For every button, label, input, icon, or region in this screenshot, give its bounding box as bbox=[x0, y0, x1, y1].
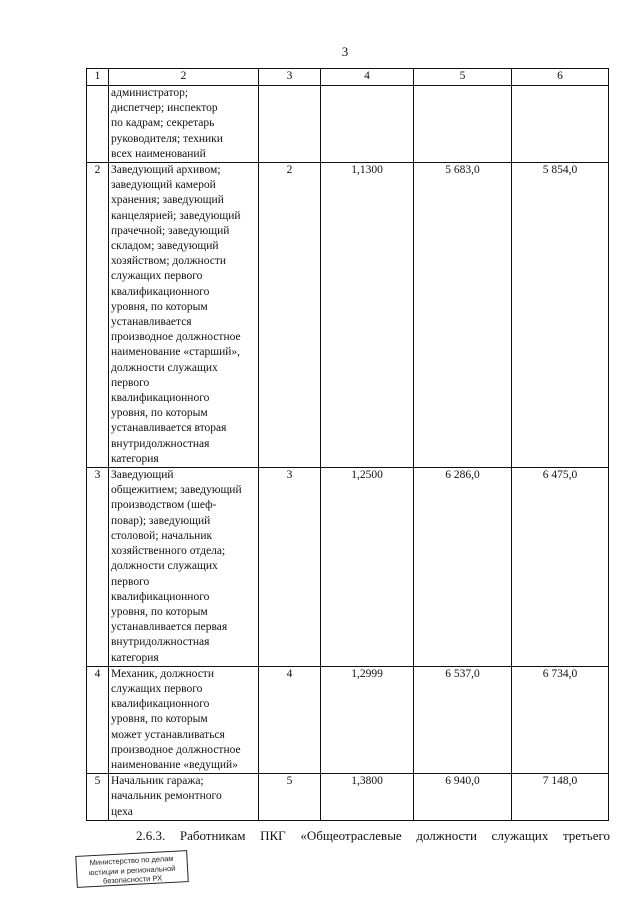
salary-cell: 5 683,0 bbox=[414, 163, 512, 468]
position-name-line: диспетчер; инспектор bbox=[111, 102, 218, 115]
header-cell: 3 bbox=[259, 69, 321, 86]
footer-word: служащих bbox=[491, 828, 549, 843]
position-name-line: производное должностное bbox=[111, 743, 241, 756]
footer-paragraph bbox=[136, 828, 610, 844]
table-row bbox=[87, 163, 609, 468]
position-name-line: устанавливается вторая bbox=[111, 422, 227, 435]
row-number-cell: 2 bbox=[87, 163, 109, 468]
salary-cell: 6 286,0 bbox=[414, 468, 512, 667]
table-row bbox=[87, 86, 609, 163]
position-name-cell bbox=[109, 86, 259, 163]
header-cell: 6 bbox=[512, 69, 609, 86]
qualification-level-cell: 2 bbox=[259, 163, 321, 468]
coefficient-cell: 1,2999 bbox=[321, 666, 414, 773]
qualification-level-cell: 4 bbox=[259, 666, 321, 773]
position-name-line: первого bbox=[111, 575, 150, 588]
row-number-cell: 5 bbox=[87, 774, 109, 821]
position-name-line: производством (шеф- bbox=[111, 499, 217, 512]
position-name-line: хранения; заведующий bbox=[111, 194, 224, 207]
salary-cell: 6 537,0 bbox=[414, 666, 512, 773]
position-name-line: по кадрам; секретарь bbox=[111, 117, 215, 130]
position-name-line: служащих первого bbox=[111, 270, 203, 283]
position-name-line: квалификационного bbox=[111, 698, 210, 711]
position-name-line: уровня, по которым bbox=[111, 605, 208, 618]
position-name-line: первого bbox=[111, 376, 150, 389]
row-number-cell: 4 bbox=[87, 666, 109, 773]
salary-indexed-cell: 6 475,0 bbox=[512, 468, 609, 667]
position-name-line: прачечной; заведующий bbox=[111, 224, 230, 237]
table-row bbox=[87, 666, 609, 773]
header-cell: 2 bbox=[109, 69, 259, 86]
header-cell: 1 bbox=[87, 69, 109, 86]
position-name-cell bbox=[109, 468, 259, 667]
position-name-line: повар); заведующий bbox=[111, 514, 211, 527]
footer-word: должности bbox=[416, 828, 477, 843]
position-name-line: заведующий камерой bbox=[111, 179, 216, 192]
page-number: 3 bbox=[341, 44, 349, 59]
salary-indexed-cell: 5 854,0 bbox=[512, 163, 609, 468]
position-name-cell bbox=[109, 163, 259, 468]
position-name-line: должности служащих bbox=[111, 361, 218, 374]
footer-word: «Общеотраслевые bbox=[300, 828, 402, 843]
position-name-line: категория bbox=[111, 651, 159, 664]
salary-indexed-cell: 7 148,0 bbox=[512, 774, 609, 821]
position-name-line: уровня, по которым bbox=[111, 300, 208, 313]
coefficient-cell: 1,2500 bbox=[321, 468, 414, 667]
stamp-line: безопасности РХ bbox=[102, 873, 163, 886]
position-name-line: уровня, по которым bbox=[111, 407, 208, 420]
position-name-cell bbox=[109, 774, 259, 821]
position-name-line: администратор; bbox=[111, 87, 189, 99]
footer-word: Работникам bbox=[179, 828, 246, 843]
salary-indexed-cell: 6 734,0 bbox=[512, 666, 609, 773]
header-cell: 5 bbox=[414, 69, 512, 86]
stamp-line: юстиции и региональной bbox=[88, 863, 176, 877]
position-name-line: Начальник гаража; bbox=[111, 775, 204, 788]
coefficient-cell bbox=[321, 86, 414, 163]
position-name-line: цеха bbox=[111, 805, 133, 818]
position-name-line: наименование «ведущий» bbox=[111, 758, 238, 771]
position-name-line: столовой; начальник bbox=[111, 529, 213, 542]
coefficient-cell: 1,1300 bbox=[321, 163, 414, 468]
position-name-line: внутридолжностная bbox=[111, 636, 210, 649]
position-name-line: устанавливается bbox=[111, 316, 192, 329]
salary-table bbox=[86, 68, 609, 821]
salary-cell bbox=[414, 86, 512, 163]
qualification-level-cell: 3 bbox=[259, 468, 321, 667]
position-name-line: производное должностное bbox=[111, 331, 241, 344]
qualification-level-cell: 5 bbox=[259, 774, 321, 821]
position-name-line: руководителя; техники bbox=[111, 132, 223, 145]
position-name-line: должности служащих bbox=[111, 560, 218, 573]
position-name-line: наименование «старший», bbox=[111, 346, 241, 359]
position-name-line: уровня, по которым bbox=[111, 713, 208, 726]
registration-stamp bbox=[75, 850, 189, 888]
qualification-level-cell bbox=[259, 86, 321, 163]
position-name-line: хозяйством; должности bbox=[111, 255, 227, 268]
position-name-line: может устанавливаться bbox=[111, 728, 225, 741]
position-name-line: Заведующий bbox=[111, 469, 174, 482]
footer-word: третьего bbox=[562, 828, 610, 843]
table-row bbox=[87, 774, 609, 821]
position-name-line: категория bbox=[111, 452, 159, 465]
position-name-line: устанавливается первая bbox=[111, 621, 228, 634]
salary-cell: 6 940,0 bbox=[414, 774, 512, 821]
position-name-line: начальник ремонтного bbox=[111, 790, 222, 803]
position-name-line: служащих первого bbox=[111, 682, 203, 695]
position-name-cell bbox=[109, 666, 259, 773]
position-name-line: канцелярией; заведующий bbox=[111, 209, 241, 222]
position-name-line: общежитием; заведующий bbox=[111, 484, 242, 497]
table-header-row bbox=[87, 69, 609, 86]
header-cell: 4 bbox=[321, 69, 414, 86]
row-number-cell: 3 bbox=[87, 468, 109, 667]
position-name-line: Заведующий архивом; bbox=[111, 164, 221, 177]
salary-indexed-cell bbox=[512, 86, 609, 163]
position-name-line: внутридолжностная bbox=[111, 437, 210, 450]
row-number-cell bbox=[87, 86, 109, 163]
position-name-line: складом; заведующий bbox=[111, 240, 219, 253]
footer-word: 2.6.3. bbox=[136, 828, 166, 843]
stamp-line: Министерство по делам bbox=[89, 853, 174, 868]
position-name-line: Механик, должности bbox=[111, 667, 214, 680]
position-name-line: квалификационного bbox=[111, 392, 210, 405]
position-name-line: квалификационного bbox=[111, 590, 210, 603]
coefficient-cell: 1,3800 bbox=[321, 774, 414, 821]
position-name-line: квалификационного bbox=[111, 285, 210, 298]
footer-word: ПКГ bbox=[260, 828, 286, 843]
table-row bbox=[87, 468, 609, 667]
position-name-line: всех наименований bbox=[111, 147, 206, 160]
position-name-line: хозяйственного отдела; bbox=[111, 545, 226, 558]
